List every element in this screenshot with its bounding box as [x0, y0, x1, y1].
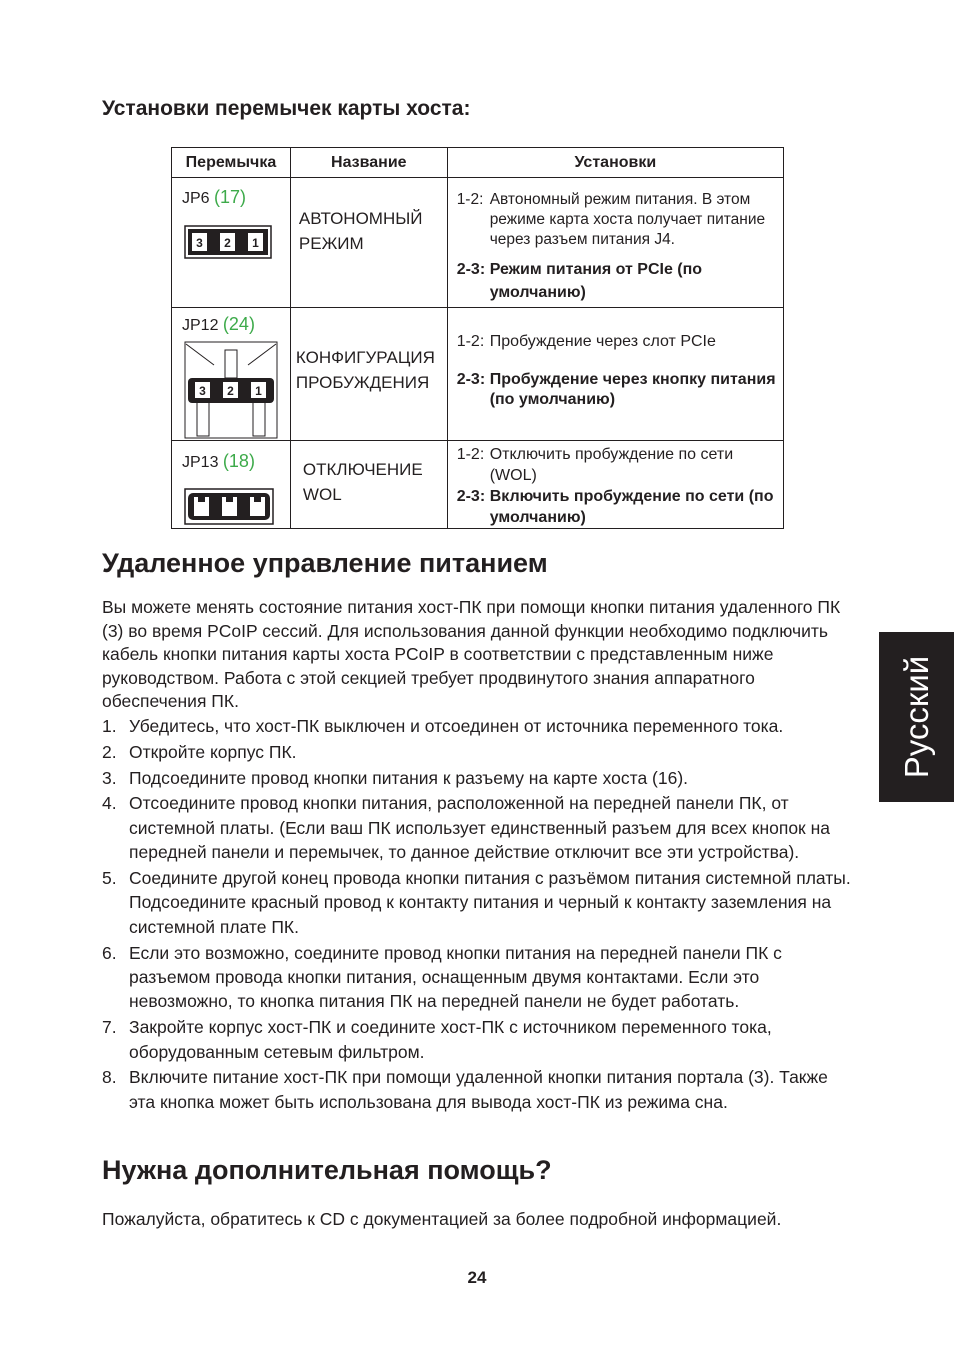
help-heading: Нужна дополнительная помощь? — [102, 1155, 552, 1185]
page-number: 24 — [467, 1268, 487, 1287]
jumper-jp6-diagram — [184, 225, 272, 259]
language-tab-label: Русский — [897, 655, 935, 779]
setting-1-2: 1-2: Отключить пробуждение по сети (WOL) — [456, 446, 734, 484]
list-item: 6. Если это возможно, соедините провод кнопки питания на передней панели ПК с разъемом провода кнопки питания, оснащенным двумя контактами. Если это невозможно, то кнопка питания ПК на передней панели не будет работать. — [102, 942, 782, 1012]
pin-label: 1 — [252, 236, 259, 250]
pin-label: 2 — [227, 384, 234, 398]
table-row — [172, 178, 784, 308]
setting-1-2: 1-2: Пробуждение через слот PCIe — [456, 333, 716, 350]
jumper-jp13-diagram — [184, 488, 274, 525]
header-name: Название — [290, 148, 447, 178]
steps-list — [102, 714, 852, 1116]
setting-2-3: 2-3: Включить пробуждение по сети (по умолчанию) — [456, 488, 774, 526]
jumper-jp12-diagram — [184, 341, 278, 439]
list-item: 3. Подсоедините провод кнопки питания к разъему на карте хоста (16). — [102, 767, 689, 788]
pin-label: 3 — [199, 384, 206, 398]
list-item: 7. Закройте корпус хост-ПК и соедините хост-ПК с источником переменного тока, оборудованным сетевым фильтром. — [102, 1017, 772, 1062]
setting-2-3: 2-3: Режим питания от PCIe (по умолчанию) — [456, 261, 703, 301]
list-item: 1. Убедитесь, что хост-ПК выключен и отсоединен от источника переменного тока. — [102, 716, 784, 736]
list-item: 2. Откройте корпус ПК. — [102, 741, 297, 762]
jumper-id: JP6 (17) — [182, 187, 247, 207]
pin-label: 1 — [255, 384, 262, 398]
help-text: Пожалуйста, обратитесь к CD с документацией за более подробной информацией. — [102, 1209, 782, 1229]
remote-power-intro: Вы можете менять состояние питания хост-ПК при помощи кнопки питания удаленного ПК (3) во время PCoIP сессий. Для использования данной функции необходимо подключить кабель кнопки питания карты хоста PCoIP в соответствии с представленным ниже руководством. Работа с этой секцией требует продвинутого знания аппаратного обеспечения ПК. — [102, 597, 841, 712]
table-row — [172, 441, 784, 529]
header-settings: Установки — [447, 148, 783, 178]
section-title: Установки перемычек карты хоста: — [102, 97, 471, 120]
jumper-id: JP13 (18) — [182, 451, 255, 471]
table-header-row — [172, 148, 784, 178]
jumper-table — [171, 147, 784, 529]
pin-label: 2 — [224, 236, 231, 250]
jumper-name: КОНФИГУРАЦИЯ ПРОБУЖДЕНИЯ — [295, 348, 435, 392]
setting-1-2: 1-2: Автономный режим питания. В этом режиме карта хоста получает питание через разъем питания J4. — [456, 191, 766, 248]
remote-power-heading: Удаленное управление питанием — [102, 548, 548, 578]
jumper-name: АВТОНОМНЫЙ РЕЖИМ — [298, 209, 423, 253]
jumper-name: ОТКЛЮЧЕНИЕ WOL — [302, 460, 423, 504]
pin-label: 3 — [196, 236, 203, 250]
language-side-tab — [879, 632, 954, 802]
jumper-id: JP12 (24) — [182, 314, 255, 334]
setting-2-3: 2-3: Пробуждение через кнопку питания (по умолчанию) — [456, 371, 776, 408]
list-item: 4. Отсоедините провод кнопки питания, расположенной на передней панели ПК, от системной платы. (Если ваш ПК использует единственный разъем для всех кнопок на передней панели и перемычек, то данное действие отключит все эти устройства). — [102, 793, 830, 863]
header-jumper: Перемычка — [172, 148, 291, 178]
list-item: 5. Соедините другой конец провода кнопки питания с разъёмом питания системной платы. Подсоедините красный провод к контакту питания и черный к контакту заземления на системной плате ПК. — [102, 868, 851, 937]
table-row — [172, 308, 784, 441]
list-item: 8. Включите питание хост-ПК при помощи удаленной кнопки питания портала (3). Также эта кнопка может быть использована для вывода хост-ПК из режима сна. — [102, 1067, 828, 1112]
